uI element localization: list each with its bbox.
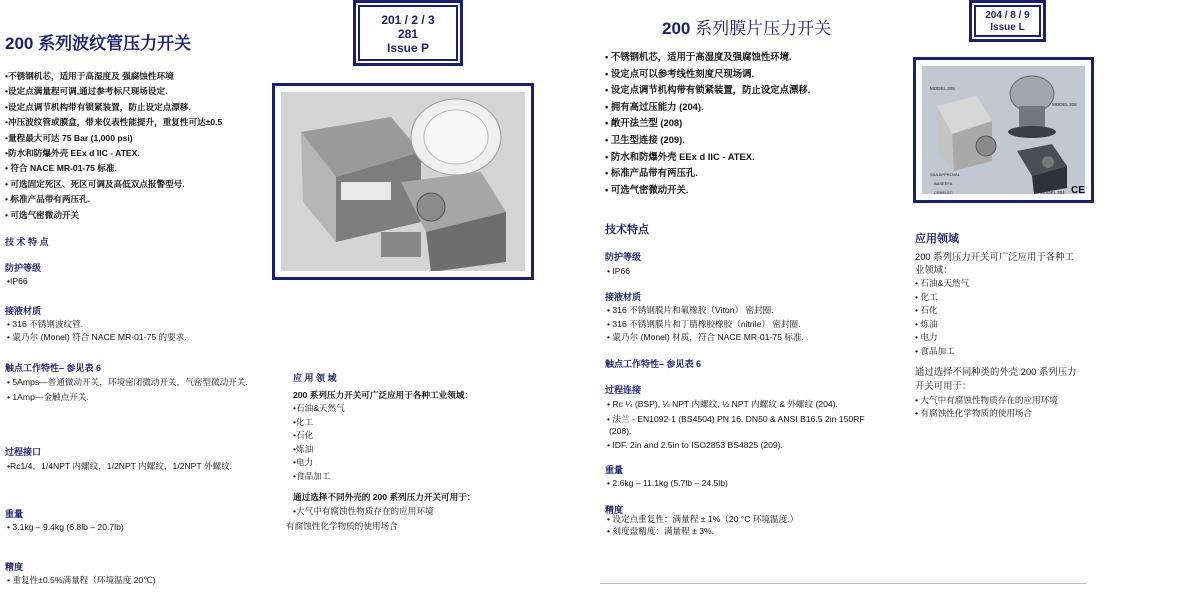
right-app-heading: 应用领域	[915, 233, 959, 245]
right-contact-heading: 触点工作特性– 参见表 6	[605, 359, 702, 369]
right-issue-box	[969, 0, 1046, 42]
label-baseefa: BASEEFA	[934, 181, 953, 186]
right-feature-item: • 设定点可以参考线性刻度尺现场调.	[605, 67, 755, 79]
right-app-intro-line2: 业领域：	[915, 264, 953, 275]
right-wetted-heading: 接液材质	[605, 292, 642, 302]
left-app-item: •化工	[293, 416, 314, 427]
right-app-item: • 炼油	[915, 318, 938, 329]
right-conn-item: • Rc ¼ (BSP), ¼ NPT 内螺纹, ½ NPT 内螺纹 & 外螺纹 (204).	[607, 399, 838, 409]
left-feature-item: • 可选气密微动开关	[5, 209, 80, 220]
left-contact-item: • 1Amp—金触点开关.	[7, 392, 89, 402]
right-app-item: • 食品加工	[915, 345, 955, 356]
left-product-photo	[281, 92, 525, 271]
left-feature-item: •防水和防爆外壳 EEx d IIC - ATEX.	[5, 148, 140, 159]
left-app-item2: •大气中有腐蚀性物质存在的应用环境	[293, 506, 434, 516]
left-weight-item: • 3.1kg – 9.4kg (6.8lb – 20.7lb)	[7, 522, 124, 532]
right-app-list	[915, 277, 969, 359]
right-product-photo-frame	[913, 57, 1094, 203]
left-app-item: •电力	[293, 457, 314, 468]
label-saa: SAA APPROVAL	[930, 172, 960, 177]
left-app-item: •食品加工	[293, 470, 331, 481]
left-contact-heading: 触点工作特性– 参见表 6	[5, 363, 102, 373]
right-wetted-item: • 316 不锈钢膜片和氟橡胶（Viton） 密封圈.	[607, 305, 774, 315]
right-feature-item: • 标准产品带有两压孔.	[605, 167, 698, 179]
left-app-intro: 200 系列压力开关可广泛应用于各种工业领域：	[293, 390, 474, 400]
left-app-heading: 应 用 领 域	[293, 373, 337, 383]
right-feature-item: • 敞开法兰型 (208)	[605, 117, 683, 129]
right-feature-item: • 防水和防爆外壳 EEx d IIC - ATEX.	[605, 150, 755, 162]
left-wetted-item: • 316 不锈钢波纹管.	[7, 319, 84, 329]
right-feature-item: • 设定点调节机构带有锁紧装置，防止设定点漂移.	[605, 84, 811, 96]
left-accuracy-item: • 重复性±0.5%满量程（环境温度 20℃)	[7, 575, 156, 585]
left-title-text: 系列波纹管压力开关	[38, 34, 192, 53]
left-app-intro2: 通过选择不同外壳的 200 系列压力开关可用于：	[293, 492, 476, 502]
label-model-208: MODEL 208	[1052, 102, 1077, 107]
left-protection-item: •IP66	[7, 276, 28, 286]
right-accuracy-item: • 刻度盘精度：满量程 ± 3%.	[607, 526, 715, 536]
label-cenelec: CENELEC	[934, 190, 953, 194]
left-title-number: 200	[5, 34, 39, 53]
left-feature-item: • 标准产品带有两压孔.	[5, 194, 91, 205]
right-app-item: • 电力	[915, 332, 938, 343]
right-tech-heading: 技术特点	[605, 224, 649, 236]
right-protection-item: • IP66	[607, 266, 631, 276]
left-feature-item: •设定点调节机构带有锁紧装置，防止设定点漂移.	[5, 101, 191, 112]
left-issue-line3: Issue P	[386, 41, 430, 55]
right-conn-item: • IDF. 2in and 2.5in to ISO2853 BS4825 (209).	[607, 440, 783, 450]
right-feature-item: • 可选气密微动开关.	[605, 183, 689, 195]
label-model-204: MODEL 204	[1040, 190, 1065, 194]
right-accuracy-item: • 设定点重复性：满量程 ± 1%（20 °C 环境温度.）	[607, 514, 799, 524]
right-bottom-divider	[600, 583, 1086, 584]
left-conn-item: •Rc1/4，1/4NPT 内螺纹，1/2NPT 内螺纹，1/2NPT 外螺纹.	[7, 461, 233, 471]
right-conn-item: • 法兰 - EN1092-1 (BS4504) PN 16. DN50 & ANSI B16.5 2in 150RF	[607, 414, 865, 424]
right-app-item: • 化工	[915, 291, 938, 302]
left-weight-heading: 重量	[5, 509, 24, 519]
left-wetted-item: • 蒙乃尔 (Monel) 符合 NACE MR-01-75 的要求.	[7, 332, 187, 342]
left-contact-item: • 5Amps—普通微动开关，环境密闭微动开关，气密型微动开关.	[7, 377, 248, 387]
ce-mark-icon: CE	[1071, 185, 1085, 194]
right-conn-heading: 过程连接	[605, 385, 642, 395]
left-feature-item: •量程最大可达 75 Bar (1,000 psi)	[5, 132, 133, 143]
right-feature-item: • 卫生型连接 (209).	[605, 133, 685, 145]
right-app-item: • 石化	[915, 305, 938, 316]
right-app-item2: • 有腐蚀性化学物质的使用场合	[915, 408, 1033, 418]
right-conn-item: (208).	[609, 426, 632, 436]
right-app-intro-line1: 200 系列压力开关可广泛应用于各种工	[915, 251, 1074, 262]
right-weight-heading: 重量	[605, 465, 624, 475]
right-wetted-item: • 蒙乃尔 (Monel) 材质，符合 NACE MR-01-75 标准.	[607, 332, 804, 342]
left-protection-heading: 防护等级	[5, 263, 42, 273]
right-wetted-item: • 316 不锈钢膜片和丁腈橡胶橡胶（nitrile） 密封圈.	[607, 319, 801, 329]
right-page-title	[662, 14, 831, 39]
left-page-title	[5, 29, 191, 54]
left-app-item: •石化	[293, 430, 314, 441]
right-app-note-line2: 开关可用于：	[915, 380, 972, 391]
right-title-number: 200	[662, 19, 696, 38]
right-weight-item: • 2.6kg – 11.1kg (5.7lb – 24.5lb)	[607, 478, 728, 488]
left-tech-heading: 技 术 特 点	[5, 237, 49, 247]
diaphragm-switch-image	[922, 66, 1085, 194]
left-issue-box	[353, 0, 463, 66]
right-protection-heading: 防护等级	[605, 252, 642, 262]
right-app-item: • 石油&天然气	[915, 278, 970, 288]
left-feature-list	[5, 69, 237, 223]
left-feature-item: • 符合 NACE MR-01-75 标准.	[5, 163, 117, 174]
right-accuracy-heading: 精度	[605, 505, 624, 515]
left-app-list	[293, 402, 345, 484]
left-issue-line1: 201 / 2 / 3	[381, 13, 435, 27]
left-app-item2: 有腐蚀性化学物质的使用场合	[286, 521, 398, 531]
left-conn-heading: 过程接口	[5, 447, 42, 457]
label-model-209: MODEL 209	[930, 86, 955, 91]
left-feature-item: • 可选固定死区、死区可调及高低双点报警型号.	[5, 178, 185, 189]
right-issue-line1: 204 / 8 / 9	[985, 10, 1030, 21]
left-feature-item: •设定点满量程可调,通过参考标尺现场设定.	[5, 86, 168, 97]
right-product-photo	[922, 66, 1085, 194]
left-issue-line2: 281	[397, 27, 419, 41]
left-app-item: •石油&天然气	[293, 403, 345, 413]
right-feature-item: • 不锈钢机芯，适用于高湿度及强腐蚀性环境.	[605, 51, 792, 62]
left-accuracy-heading: 精度	[5, 562, 24, 572]
left-wetted-heading: 接液材质	[5, 306, 42, 316]
left-app-item: •炼油	[293, 443, 314, 454]
right-app-item2: • 大气中有腐蚀性物质存在的应用环境	[915, 395, 1058, 405]
right-app-note-line1: 通过选择不同种类的外壳 200 系列压力	[915, 366, 1077, 377]
right-feature-list	[605, 49, 810, 198]
right-issue-line2: Issue L	[990, 22, 1025, 33]
left-feature-item: •不锈钢机芯，适用于高湿度及 强腐蚀性环境	[5, 71, 174, 81]
left-feature-item: •冲压波纹管或膜盒，带来仪表性能提升，重复性可达±0.5	[5, 117, 223, 128]
left-product-photo-frame	[272, 83, 534, 280]
pressure-switch-image	[281, 92, 525, 271]
right-feature-item: • 拥有高过压能力 (204).	[605, 100, 704, 112]
right-title-text: 系列膜片压力开关	[695, 19, 832, 38]
